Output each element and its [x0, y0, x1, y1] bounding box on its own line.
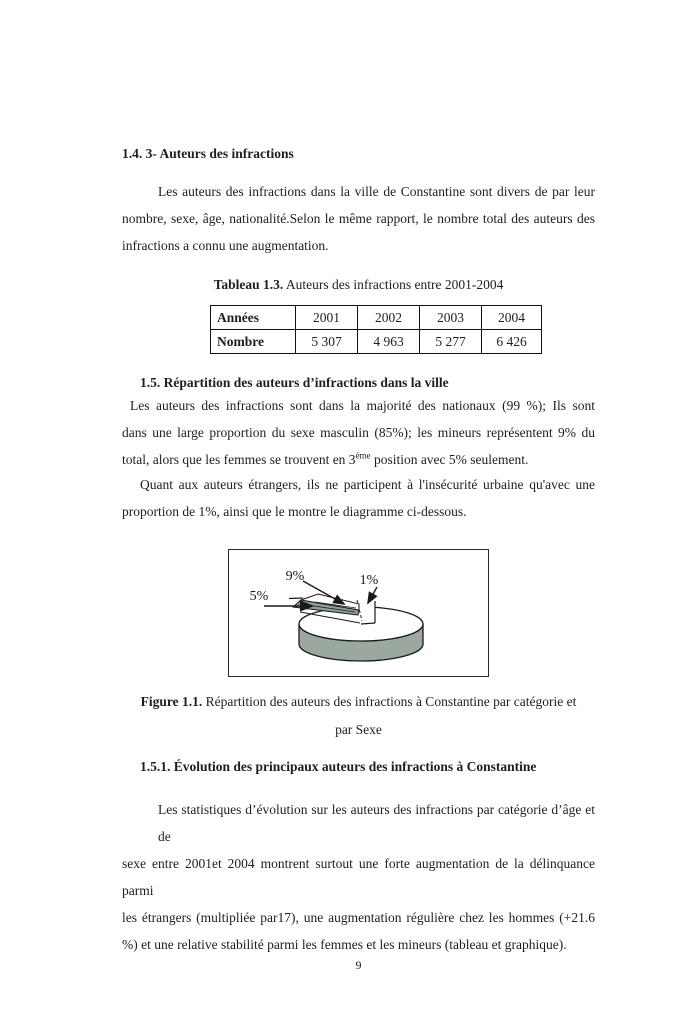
paragraph-line: les étrangers (multipliée par17), une augmentation régulière chez les hommes (+21.6 [122, 910, 595, 925]
table-cell: 2001 [296, 306, 358, 330]
paragraph-line: nombre, sexe, âge, nationalité.Selon le même rapport, le nombre total des auteurs des [122, 211, 595, 226]
table-cell: 5 277 [420, 330, 482, 354]
figure-caption-line2: par Sexe [335, 722, 382, 737]
figure-caption-text: Répartition des auteurs des infractions à Constantine par catégorie et [202, 694, 577, 709]
paragraph-line [122, 446, 595, 473]
table-cell: 2004 [482, 306, 542, 330]
figure-caption-line1 [122, 688, 595, 716]
paragraph-line: dans une large proportion du sexe masculin (85%); les mineurs représentent 9% du [122, 425, 595, 440]
paragraph-line: proportion de 1%, ainsi que le montre le diagramme ci-dessous. [122, 504, 467, 519]
paragraph-4 [122, 796, 595, 958]
table-caption-text: Auteurs des infractions entre 2001-2004 [283, 277, 504, 292]
table-caption-label: Tableau 1.3. [213, 277, 284, 292]
figure-caption-label: Figure 1.1. [140, 694, 203, 709]
section-1-5-1-heading: 1.5.1. Évolution des principaux auteurs des infractions à Constantine [140, 759, 537, 774]
line-text: total, alors que les femmes se trouvent en 3 [122, 452, 356, 467]
pie-label-1pct: 1% [359, 573, 379, 588]
paragraph-line: Les auteurs des infractions dans la ville de Constantine sont divers de par leur [158, 184, 595, 199]
arrow-5pct-tick [289, 598, 303, 599]
section-1-5-heading: 1.5. Répartition des auteurs d’infractions dans la ville [140, 375, 449, 390]
line-text: position avec 5% seulement. [370, 452, 529, 467]
paragraph-2 [122, 392, 595, 473]
table-cell: 6 426 [482, 330, 542, 354]
paragraph-line: Les auteurs des infractions sont dans la majorité des nationaux (99 %); Ils sont [130, 398, 595, 413]
figure-caption [122, 688, 595, 744]
paragraph-line: Quant aux auteurs étrangers, ils ne participent à l'insécurité urbaine qu'avec une [140, 477, 595, 492]
paragraph-line: infractions a connu une augmentation. [122, 238, 329, 253]
infractions-table [210, 305, 542, 354]
table-row [211, 330, 542, 354]
pie-chart-svg [229, 550, 488, 676]
table-cell: 4 963 [358, 330, 420, 354]
paragraph-3 [122, 471, 595, 525]
superscript-eme: ème [355, 450, 371, 461]
pie-label-5pct: 5% [249, 589, 269, 604]
table-cell: 2003 [420, 306, 482, 330]
page-number: 9 [355, 958, 362, 972]
table-cell: 5 307 [296, 330, 358, 354]
paragraph-line: %) et une relative stabilité parmi les femmes et les mineurs (tableau et graphique). [122, 937, 567, 952]
table-cell: Années [211, 306, 296, 330]
paragraph-1 [122, 178, 595, 259]
paragraph-line: Les statistiques d’évolution sur les auteurs des infractions par catégorie d’âge et de [158, 802, 595, 844]
table-cell: 2002 [358, 306, 420, 330]
table-cell: Nombre [211, 330, 296, 354]
figure-1-1-chart [228, 549, 489, 677]
section-1-4-3-heading: 1.4. 3- Auteurs des infractions [122, 146, 294, 161]
table-caption [122, 271, 595, 299]
paragraph-line: sexe entre 2001et 2004 montrent surtout une forte augmentation de la délinquance parmi [122, 856, 595, 898]
table-row [211, 306, 542, 330]
pie-label-9pct: 9% [285, 569, 305, 584]
